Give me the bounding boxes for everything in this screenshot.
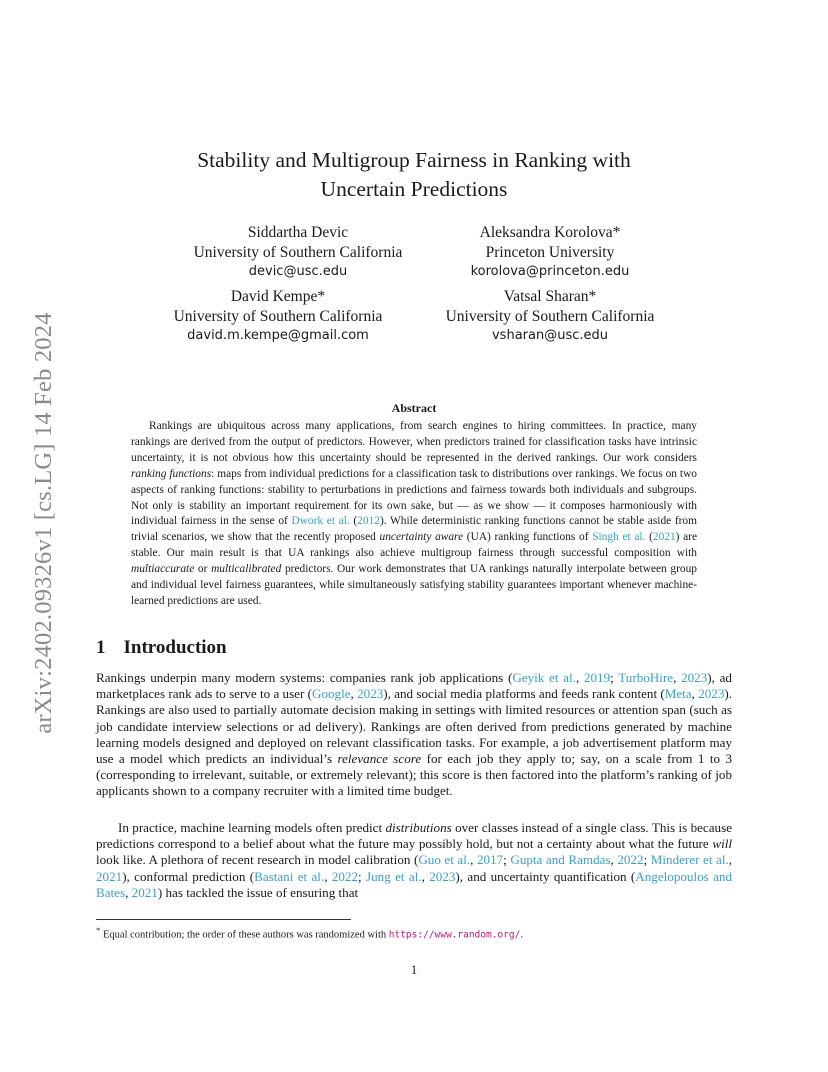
- citation-link[interactable]: Meta: [664, 686, 692, 702]
- abstract-heading: Abstract: [391, 401, 437, 415]
- citation-link[interactable]: Jung et al.: [366, 868, 422, 884]
- author-email[interactable]: vsharan@usc.edu: [491, 328, 608, 343]
- citation-link[interactable]: 2017: [476, 852, 504, 868]
- random-org-link[interactable]: https://www.random.org/: [388, 929, 521, 941]
- author-affiliation: University of Southern California: [173, 307, 383, 325]
- author-name: David Kempe*: [230, 288, 326, 305]
- title-line-2: Uncertain Predictions: [320, 177, 508, 201]
- author-name: Siddartha Devic: [247, 224, 349, 241]
- body-paragraph: In practice, machine learning models often predict distributions over classes instead of a single class. This is because predictions correspond to a belief about what the future may possibly hold, but not a certainty about what the future will look like. A plethora of recent research in model calibration (Guo et al., 2017; Gupta and Ramdas, 2022; Minderer et al., 2021), conformal prediction (Bastani et al., 2022; Jung et al., 2023), and uncertainty quantification (Angelopoulos and Bates, 2021) has tackled the issue of ensuring that: [96, 820, 733, 900]
- arxiv-identifier: [24, 288, 64, 758]
- citation-link[interactable]: 2023: [357, 686, 384, 702]
- citation-link[interactable]: 2023: [429, 868, 456, 884]
- citation-link[interactable]: Gupta and Ramdas: [510, 852, 611, 868]
- page-number: 1: [410, 962, 418, 977]
- citation-link[interactable]: 2021: [131, 884, 158, 900]
- author-block: [183, 223, 413, 282]
- citation-link[interactable]: 2021: [96, 868, 123, 884]
- citation-link[interactable]: 2012: [357, 515, 380, 528]
- footnote-divider: [96, 919, 351, 920]
- section-number: 1: [96, 637, 106, 658]
- author-block: [160, 287, 396, 346]
- citation-link[interactable]: Guo et al.: [418, 852, 471, 868]
- citation-link[interactable]: TurboHire: [618, 670, 674, 685]
- author-email[interactable]: korolova@princeton.edu: [470, 264, 630, 279]
- citation-link[interactable]: 2022: [617, 852, 644, 868]
- author-name: Vatsal Sharan*: [503, 288, 597, 305]
- citation-link[interactable]: Singh et al.: [592, 531, 646, 544]
- section-title: Introduction: [123, 637, 227, 658]
- footnote: * Equal contribution; the order of these authors was randomized with https://www.random.org/.: [96, 925, 523, 941]
- footnote-mark: *: [96, 925, 101, 935]
- body-paragraph: Rankings underpin many modern systems: companies rank job applications (Geyik et al., 2019; TurboHire, 2023), ad marketplaces rank ads to serve to a user (Google, 2023), and social media platforms and feeds rank content (Meta, 2023). Rankings are also used to partially automate decision making in settings with limited resources or attention span (such as job candidate interview selections or ad delivery). Rankings are often derived from predictions generated by machine learning models designed and deployed on relevant classification tasks. For example, a job advertisement platform may use a model which predicts an individual’s relevance score for each job they apply to; say, on a scale from 1 to 3 (corresponding to irrelevant, suitable, or extremely relevant); this score is then factored into the platform’s ranking of job applicants shown to a company recruiter with a limited time budget.: [96, 670, 733, 799]
- title-line-1: Stability and Multigroup Fairness in Ranking with: [197, 148, 631, 172]
- author-email[interactable]: david.m.kempe@gmail.com: [187, 328, 369, 343]
- citation-link[interactable]: 2023: [698, 686, 725, 702]
- citation-link[interactable]: Bastani et al.: [254, 868, 325, 884]
- citation-link[interactable]: 2021: [652, 531, 676, 544]
- citation-link[interactable]: Geyik et al.: [512, 670, 576, 685]
- citation-link[interactable]: Angelopoulos and Bates: [96, 868, 733, 900]
- citation-link[interactable]: Google: [311, 686, 351, 702]
- author-block: [450, 223, 650, 282]
- citation-link[interactable]: 2023: [681, 670, 708, 685]
- arxiv-identifier-text: arXiv:2402.09326v1 [cs.LG] 14 Feb 2024: [30, 312, 57, 734]
- citation-link[interactable]: 2019: [583, 670, 611, 685]
- citation-link[interactable]: Dwork et al.: [291, 515, 350, 528]
- author-affiliation: University of Southern California: [445, 307, 655, 325]
- author-email[interactable]: devic@usc.edu: [248, 264, 348, 279]
- citation-link[interactable]: 2022: [331, 868, 359, 884]
- author-name: Aleksandra Korolova*: [479, 224, 621, 241]
- section-heading: [96, 637, 227, 659]
- author-block: [430, 287, 670, 346]
- paper-title: [96, 146, 732, 204]
- author-affiliation: Princeton University: [485, 243, 615, 261]
- citation-link[interactable]: Minderer et al.: [650, 852, 729, 868]
- author-affiliation: University of Southern California: [193, 243, 403, 261]
- abstract-text: Rankings are ubiquitous across many applications, from search engines to hiring committees. In practice, many rankings are derived from the output of predictors. However, when predictors trained for classification tasks have intrinsic uncertainty, it is not obvious how this uncertainty should be represented in the derived rankings. Our work considers ranking functions: maps from individual predictions for a classification task to distributions over rankings. We focus on two aspects of ranking functions: stability to perturbations in predictions and fairness towards both individuals and subgroups. Not only is stability an important requirement for its own sake, but — as we show — it composes harmoniously with individual fairness in the sense of Dwork et al. (2012). While deterministic ranking functions cannot be stable aside from trivial scenarios, we show that the recently proposed uncertainty aware (UA) ranking functions of Singh et al. (2021) are stable. Our main result is that UA rankings also achieve multigroup fairness through successful composition with multiaccurate or multicalibrated predictors. Our work demonstrates that UA rankings naturally interpolate between group and individual level fairness guarantees, while simultaneously satisfying stability guarantees important whenever machine-learned predictions are used.: [131, 420, 698, 607]
